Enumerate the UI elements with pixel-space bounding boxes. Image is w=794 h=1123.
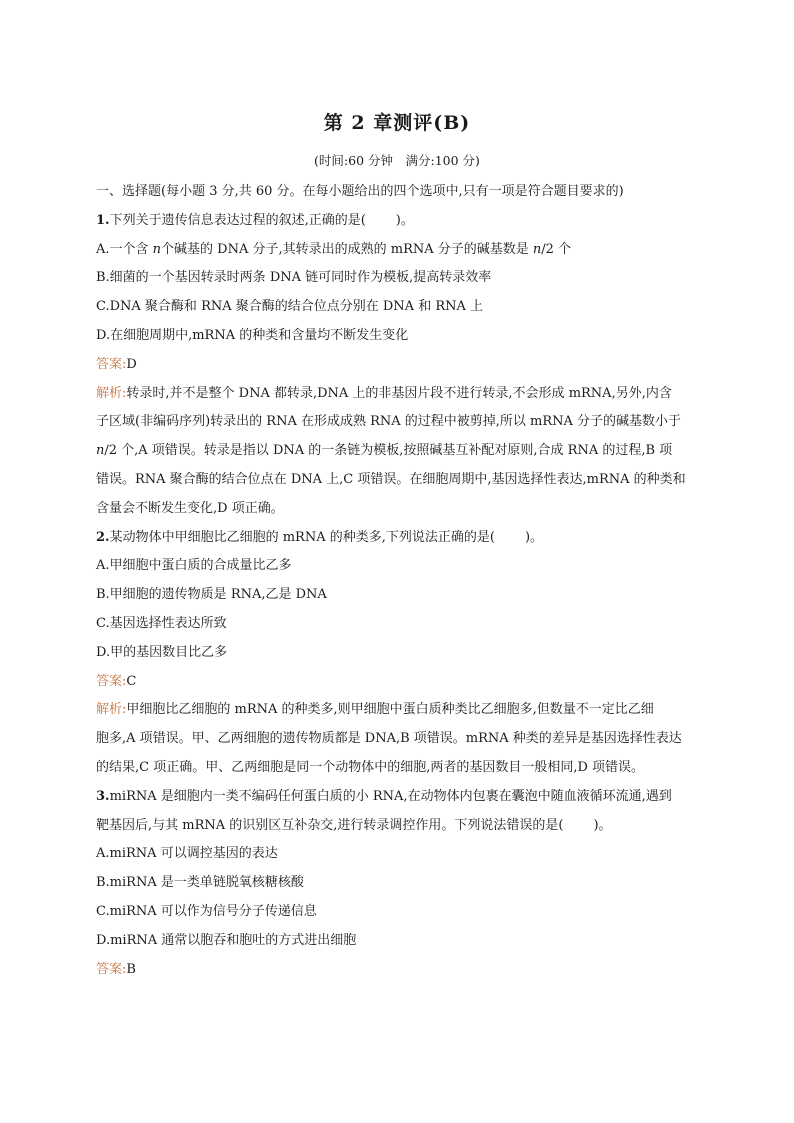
question-3-stem-line-1: [96, 783, 700, 812]
question-3-option-a: A.miRNA 可以调控基因的表达: [96, 846, 278, 862]
answer-value: D: [126, 356, 137, 372]
question-text: 下列关于遗传信息表达过程的叙述,正确的是(: [109, 212, 366, 228]
answer-label: 答案:: [96, 961, 127, 977]
question-2-answer: [96, 668, 700, 697]
question-text-end: )。: [593, 817, 612, 833]
question-3-option-d: D.miRNA 通常以胞吞和胞吐的方式进出细胞: [96, 932, 357, 948]
math-variable: n: [152, 241, 162, 257]
option-text: 个碱基的 DNA 分子,其转录出的成熟的 mRNA 分子的碱基数是: [161, 241, 533, 257]
question-1-stem: [96, 207, 700, 236]
question-1-option-d: D.在细胞周期中,mRNA 的种类和含量均不断发生变化: [96, 327, 409, 343]
explanation-label: 解析:: [96, 702, 127, 718]
question-2-option-d: D.甲的基因数目比乙多: [96, 644, 228, 660]
answer-value: B: [126, 961, 136, 977]
section-heading: 一、选择题(每小题 3 分,共 60 分。在每小题给出的四个选项中,只有一项是符合题目要求的): [96, 184, 624, 199]
page-title: 第 2 章测评(B): [323, 112, 471, 134]
answer-label: 答案:: [96, 673, 127, 689]
explanation-text: 转录时,并不是整个 DNA 都转录,DNA 上的非基因片段不进行转录,不会形成 mRNA,另外,内含: [126, 385, 672, 401]
question-number: 2.: [96, 529, 110, 545]
question-3-stem-line-2: [96, 812, 700, 841]
question-text: miRNA 是细胞内一类不编码任何蛋白质的小 RNA,在动物体内包裹在囊泡中随血液循环流通,遇到: [109, 788, 672, 804]
question-text: 靶基因后,与其 mRNA 的识别区互补杂交,进行转录调控作用。下列说法错误的是(: [96, 817, 564, 833]
question-1-explanation-line-5: 含量会不断发生变化,D 项正确。: [96, 500, 284, 516]
question-2-explanation-line-3: 的结果,C 项正确。甲、乙两细胞是同一个动物体中的细胞,两者的基因数目一般相同,D 项错误。: [96, 759, 645, 775]
question-text: 某动物体中甲细胞比乙细胞的 mRNA 的种类多,下列说法正确的是(: [109, 529, 495, 545]
question-1-option-b: B.细菌的一个基因转录时两条 DNA 链可同时作为模板,提高转录效率: [96, 270, 492, 286]
question-2-option-c: C.基因选择性表达所致: [96, 615, 227, 631]
question-1-option-c: C.DNA 聚合酶和 RNA 聚合酶的结合位点分别在 DNA 和 RNA 上: [96, 299, 484, 315]
math-variable: n: [96, 443, 105, 459]
math-variable: n: [532, 241, 542, 257]
question-3-option-b: B.miRNA 是一类单链脱氧核糖核酸: [96, 875, 304, 891]
question-2-explanation-line-1: [96, 696, 700, 725]
question-1-option-a: [96, 236, 700, 265]
question-text-end: )。: [395, 212, 414, 228]
answer-value: C: [126, 673, 137, 689]
question-number: 3.: [96, 788, 110, 804]
question-2-option-b: B.甲细胞的遗传物质是 RNA,乙是 DNA: [96, 587, 327, 603]
question-1-explanation-line-2: 子区域(非编码序列)转录出的 RNA 在形成成熟 RNA 的过程中被剪掉,所以 mRNA 分子的碱基数小于: [96, 414, 682, 430]
question-2-option-a: A.甲细胞中蛋白质的合成量比乙多: [96, 558, 292, 574]
question-3-option-c: C.miRNA 可以作为信号分子传递信息: [96, 903, 317, 919]
question-1-explanation-line-4: 错误。RNA 聚合酶的结合位点在 DNA 上,C 项错误。在细胞周期中,基因选择性表达,mRNA 的种类和: [96, 471, 686, 487]
exam-info: (时间:60 分钟 满分:100 分): [314, 153, 480, 168]
option-text: /2 个: [541, 241, 572, 257]
question-1-explanation-line-1: [96, 380, 700, 409]
question-2-explanation-line-2: 胞多,A 项错误。甲、乙两细胞的遗传物质都是 DNA,B 项错误。mRNA 种类的差异是基因选择性表达: [96, 731, 682, 747]
question-text-end: )。: [524, 529, 544, 545]
explanation-text: 甲细胞比乙细胞的 mRNA 的种类多,则甲细胞中蛋白质种类比乙细胞多,但数量不一定比乙细: [126, 702, 654, 718]
question-1-answer: [96, 351, 700, 380]
exam-body: [96, 178, 700, 984]
question-number: 1.: [96, 212, 110, 228]
explanation-label: 解析:: [96, 385, 127, 401]
explanation-text: /2 个,A 项错误。转录是指以 DNA 的一条链为模板,按照碱基互补配对原则,合成 RNA 的过程,B 项: [104, 443, 673, 459]
question-1-explanation-line-3: [96, 437, 700, 466]
question-3-answer: [96, 956, 700, 985]
option-text: A.一个含: [96, 241, 153, 257]
answer-label: 答案:: [96, 356, 127, 372]
question-2-stem: [96, 524, 700, 553]
